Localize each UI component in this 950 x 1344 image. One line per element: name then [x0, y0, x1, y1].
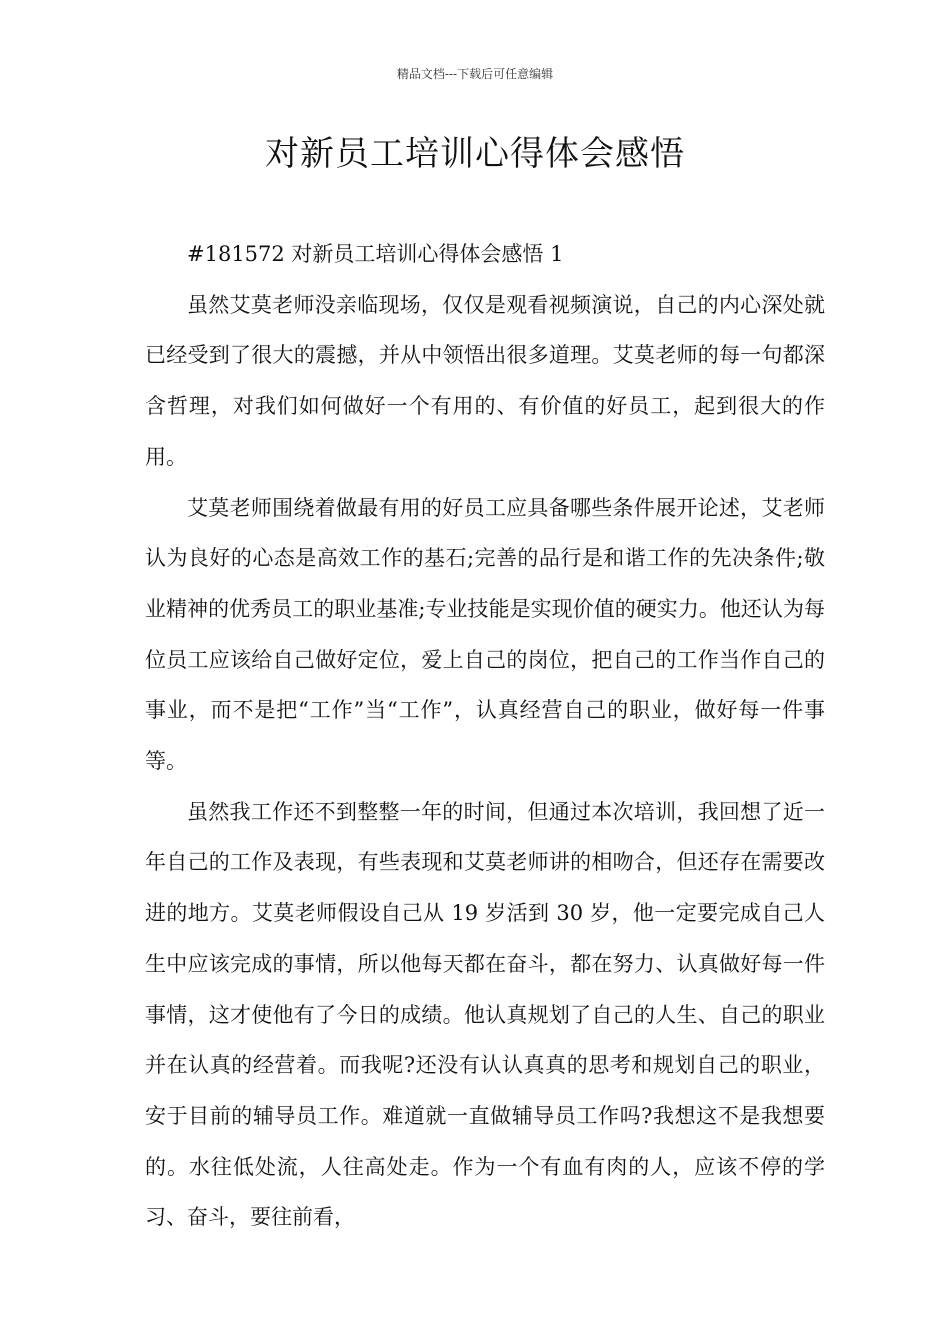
header-note: 精品文档---下载后可任意编辑: [396, 67, 554, 81]
paragraph-1: 虽然艾莫老师没亲临现场，仅仅是观看视频演说，自己的内心深处就已经受到了很大的震撼，并从中领悟出很多道理。艾莫老师的每一句都深含哲理，对我们如何做好一个有用的、有价值的好员工，起到很大的作用。: [145, 292, 825, 469]
document-body: [145, 229, 825, 1243]
paragraph-3: 虽然我工作还不到整整一年的时间，但通过本次培训，我回想了近一年自己的工作及表现，有些表现和艾莫老师讲的相吻合，但还存在需要改进的地方。艾莫老师假设自己从 19 岁活到 30 岁，他一定要完成自己人生中应该完成的事情，所以他每天都在奋斗，都在努力、认真做好每一件事情，这才使他有了今日的成绩。他认真规划了自己的人生、自己的职业并在认真的经营着。而我呢?还没有认认真真的思考和规划自己的职业，安于目前的辅导员工作。难道就一直做辅导员工作吗?我想这不是我想要的。水往低处流，人往高处走。作为一个有血有肉的人，应该不停的学习、奋斗，要往前看，: [145, 799, 825, 1230]
document-title: 对新员工培训心得体会感悟: [265, 134, 685, 174]
paragraph-2: 艾莫老师围绕着做最有用的好员工应具备哪些条件展开论述，艾老师认为良好的心态是高效工作的基石;完善的品行是和谐工作的先决条件;敬业精神的优秀员工的职业基准;专业技能是实现价值的硬实力。他还认为每位员工应该给自己做好定位，爱上自己的岗位，把自己的工作当作自己的事业，而不是把“工作”当“工作”，认真经营自己的职业，做好每一件事等。: [145, 495, 825, 774]
document-subtitle: #181572 对新员工培训心得体会感悟 1: [187, 242, 564, 266]
